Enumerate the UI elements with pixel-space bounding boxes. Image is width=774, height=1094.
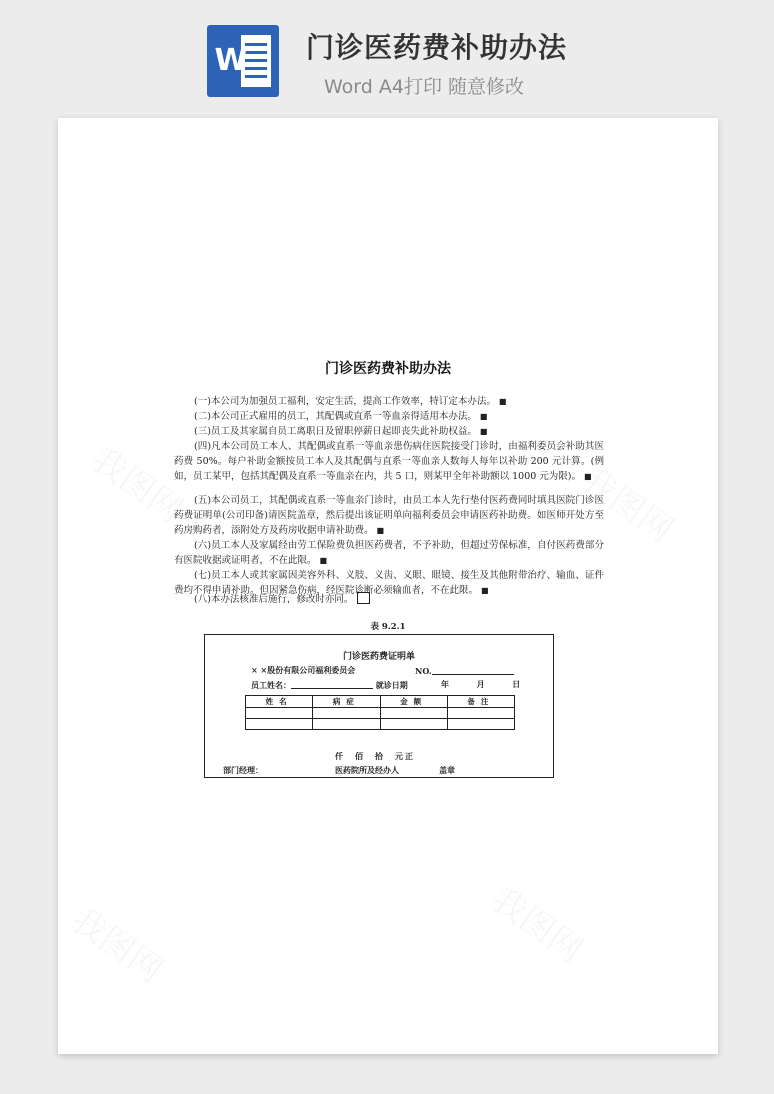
form-no: NO. [415,665,514,676]
paragraph: (一)本公司为加强员工福利，安定生活，提高工作效率，特订定本办法。 ■ [194,396,507,407]
paragraph: (五)本公司员工，其配偶或直系一等血亲门诊时，由员工本人先行垫付医药费同时填具医院门诊医药费证明单(公司印备)请医院盖章，然后提出该证明单向福利委员会申请医药补助费。如医师开处方至药房购药者，添附处方及药房收据申请补助费。 ■ [174,495,604,536]
watermark [63,893,175,992]
form-title: 门诊医药费证明单 [342,652,415,662]
document-page [58,118,718,1054]
form-amount-line: 仟 佰 拾 元正 [335,751,415,761]
paragraph: (四)凡本公司员工本人、其配偶或直系一等血亲患伤病住医院接受门诊时，由福利委员会补助其医药费 50%。每户补助金额按员工本人及其配偶与直系一等血亲人数每人每年以补助 200 元计算。(例如，员工某甲，包括其配偶及直系一等血亲在内，共 5 口，则某甲全年补助额以 1000 元为限)。 ■ [174,441,604,482]
form-manager: 部门经理： [223,765,263,775]
form-date-units: 年 月 日 [441,679,521,689]
table-header-cell: 姓名 [246,696,313,708]
paragraph: (六)员工本人及家属经由劳工保险费负担医药费者，不予补助，但超过劳保标准，自付医药费部分有医院收据或证明者，不在此限。 ■ [174,540,604,566]
header [0,0,774,115]
checkbox-icon [357,592,370,604]
table-header-row [246,696,515,708]
table-header-cell: 备注 [447,696,514,708]
document-title: 门诊医药费补助办法 [325,361,451,377]
form-handler: 医药院所及经办人 [335,765,399,775]
medical-certificate-form [204,634,554,778]
form-stamp: 盖章 [439,765,455,775]
word-icon [207,25,279,97]
table-label: 表 9.2.1 [370,622,406,632]
paragraph: (七)员工本人或其家属因美容外科、义肢、义齿、义眼、眼镜、接生及其他附带治疗、输血、证件费均不得申请补助。但因紧急伤病，经医院诊断必须输血者，不在此限。 ■ [174,570,604,596]
header-subtitle: Word A4打印 随意修改 [324,76,525,98]
form-employee-row: 员工姓名： 就诊日期 [251,680,408,690]
form-company: × ×股份有限公司福利委员会 [251,665,356,675]
paragraph: (八)本办法核准后施行，修改时亦同。 [174,592,604,607]
paragraph: (三)员工及其家属自员工离职日及留职停薪日起即丧失此补助权益。 ■ [194,426,488,437]
watermark [483,873,595,972]
header-title: 门诊医药费补助办法 [306,31,568,64]
table-row [246,719,515,730]
table-header-cell: 金额 [380,696,447,708]
word-icon-letter: W [214,43,248,78]
table-row [246,708,515,719]
paragraph: (二)本公司正式雇用的员工，其配偶或直系一等血亲得适用本办法。 ■ [194,411,488,422]
form-table [245,695,515,730]
table-header-cell: 病症 [313,696,380,708]
